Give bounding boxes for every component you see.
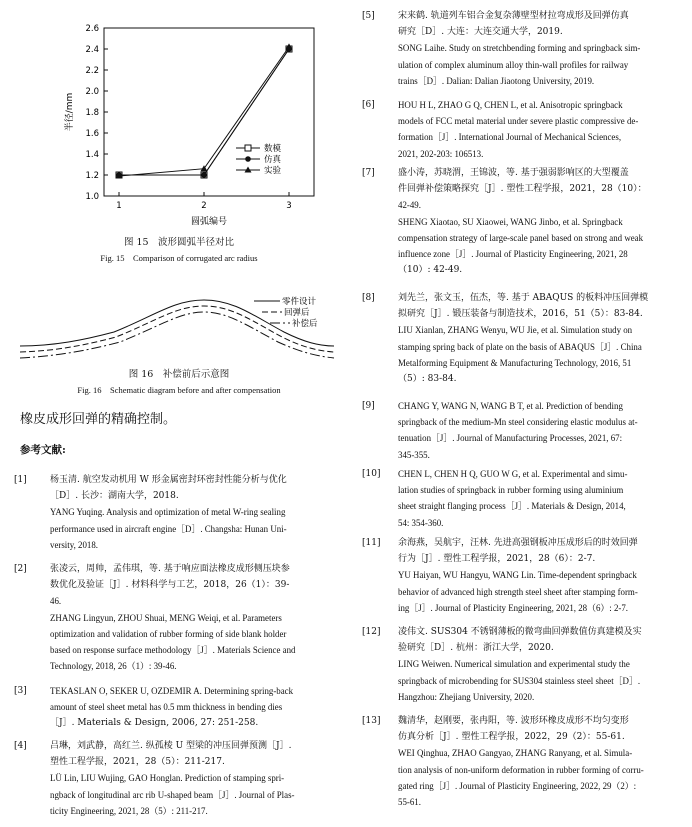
reference-line: ngback of longitudinal arc rib U-shaped beam［J］. Journal of Plas-: [50, 789, 295, 800]
y-tick-label: 1.2: [85, 171, 99, 181]
figure16-caption-cn: 图 16 补偿前后示意图: [128, 369, 230, 380]
reference-line: ZHANG Lingyun, ZHOU Shuai, MENG Weiqi, et al. Parameters: [50, 612, 282, 623]
reference-line: amount of steel sheet metal has 0.5 mm thickness in bending dies: [50, 702, 283, 713]
references-heading: 参考文献:: [20, 444, 66, 456]
reference-number: [1]: [14, 475, 27, 485]
reference-number: [12]: [362, 627, 381, 637]
legend-label: 实验: [264, 166, 282, 176]
compensation-diagram: [14, 292, 344, 362]
reference-line: 杨玉清. 航空发动机用 W 形金属密封环密封性能分析与优化: [50, 475, 287, 485]
figure16-caption-en: Fig. 16 Schematic diagram before and after compensation: [77, 385, 281, 395]
reference-line: 塑性工程学报，2021，28（5）：211-217.: [50, 757, 225, 768]
y-tick-label: 2.4: [85, 45, 99, 55]
reference-number: [6]: [362, 100, 375, 110]
reference-line: 余海燕，吴航宇，汪林. 先进高强钢板冲压成形后的时效回弹: [398, 538, 638, 548]
reference-number: [2]: [14, 564, 27, 574]
y-tick-label: 1.6: [85, 129, 99, 139]
legend-marker: [245, 156, 251, 162]
legend-label: 仿真: [264, 155, 282, 165]
reference-line: tenuation［J］. Journal of Manufacturing Processes, 2021, 67:: [398, 433, 623, 444]
y-tick-label: 1.4: [85, 150, 99, 160]
reference-line: （5）: 83-84.: [398, 374, 457, 385]
reference-line: performance used in aircraft engine［D］. Changsha: Hunan Uni-: [50, 523, 287, 534]
reference-line: springback of microbending for SUS304 stainless steel sheet［D］.: [398, 675, 641, 686]
reference-line: models of FCC metal material under severe plastic compressive de-: [398, 116, 639, 127]
reference-line: optimization and validation of rubber forming of side blank holder: [50, 628, 287, 639]
y-axis-label: 半径/mm: [65, 92, 75, 132]
legend-label: 数模: [264, 144, 282, 154]
radius-comparison-chart: [14, 0, 344, 232]
reference-line: Technology, 2018, 26（1）: 39-46.: [50, 661, 177, 672]
reference-line: ing［J］. Journal of Plasticity Engineering, 2021, 28（6）: 2-7.: [398, 602, 628, 613]
reference-line: springback of the medium-Mn steel considering elastic modulus at-: [398, 417, 638, 428]
reference-line: 件回弹补偿策略探究［J］. 塑性工程学报，2021，28（10）：: [398, 184, 647, 195]
right-column: [362, 0, 680, 827]
reference-line: 吕琳，刘武静，高红兰. 纵孤棱 U 型梁的冲压回弹预测［J］.: [50, 741, 292, 751]
reference-line: WEI Qinghua, ZHAO Gangyao, ZHANG Ranyang, et al. Simula-: [398, 748, 633, 759]
reference-line: CHANG Y, WANG N, WANG B T, et al. Prediction of bending: [398, 401, 623, 411]
reference-line: ticity Engineering, 2021, 28（5）: 211-217.: [50, 805, 208, 816]
reference-line: ［D］. 长沙：湖南大学，2018.: [50, 491, 179, 502]
legend-part-design: 零件设计: [282, 297, 317, 307]
reference-line: 42-49.: [398, 200, 421, 211]
reference-line: 55-61.: [398, 797, 421, 808]
reference-line: ［J］. Materials & Design, 2006, 27: 251-258.: [50, 718, 259, 729]
data-point: [201, 165, 208, 171]
reference-line: stamping spring back of plate on the basis of ABAQUS［J］. China: [398, 341, 642, 352]
reference-line: 2021, 202-203: 106513.: [398, 148, 484, 159]
reference-line: 46.: [50, 596, 62, 607]
reference-line: 拟研究［J］. 锻压装备与制造技术，2016，51（5）：83-84.: [398, 309, 643, 320]
x-axis-label: 圆弧编号: [190, 217, 228, 227]
reference-line: LIU Xianlan, ZHANG Wenyu, WU Jie, et al. Simulation study on: [398, 325, 633, 336]
reference-line: lation studies of springback in rubber forming using aluminium: [398, 485, 624, 496]
reference-number: [4]: [14, 741, 27, 751]
reference-number: [13]: [362, 716, 381, 726]
reference-line: compensation strategy of large-scale panel based on strong and weak: [398, 232, 644, 243]
reference-line: behavior of advanced high strength steel sheet after stamping form-: [398, 586, 638, 597]
reference-line: 凌伟文. SUS304 不锈钢薄板的微弯曲回弹数值仿真建模及实: [398, 627, 642, 637]
legend-springback: 回弹后: [284, 308, 310, 318]
reference-line: Metalforming Equipment & Manufacturing Technology, 2016, 51: [398, 357, 632, 368]
reference-line: 魏清华，赵刚要，张冉阳，等. 波形环橡皮成形不均匀变形: [398, 716, 629, 726]
reference-line: based on response surface methodology［J］. Materials Science and: [50, 645, 296, 656]
reference-line: 行为［J］. 塑性工程学报，2021，28（6）：2-7.: [398, 554, 596, 565]
reference-line: YU Haiyan, WU Hangyu, WANG Lin. Time-dependent springback: [398, 570, 637, 581]
plot-frame: [104, 28, 314, 196]
compensated-curve: [20, 312, 334, 358]
reference-number: [7]: [362, 168, 375, 178]
reference-number: [5]: [362, 11, 375, 21]
data-point: [201, 172, 207, 178]
reference-line: ulation of complex aluminum alloy thin-wall profiles for railway: [398, 59, 629, 70]
y-tick-label: 1.0: [85, 192, 99, 202]
reference-line: 张凌云，周帅，孟伟琪，等. 基于响应面法橡皮成形侧压块参: [50, 564, 290, 574]
reference-line: SONG Laihe. Study on stretchbending forming and springback sim-: [398, 43, 641, 54]
reference-line: HOU H L, ZHAO G Q, CHEN L, et al. Anisotropic springback: [398, 100, 623, 110]
reference-line: influence zone［J］. Journal of Plasticity Engineering, 2021, 28: [398, 249, 628, 260]
reference-number: [11]: [362, 538, 381, 548]
reference-line: LÜ Lin, LIU Wujing, GAO Honglan. Prediction of stamping spri-: [50, 773, 285, 784]
legend-compensated: 补偿后: [292, 319, 318, 329]
reference-line: versity, 2018.: [50, 539, 98, 550]
reference-line: 345-355.: [398, 449, 430, 460]
left-column: [14, 0, 344, 827]
reference-line: LING Weiwen. Numerical simulation and experimental study the: [398, 659, 630, 670]
y-tick-label: 2.2: [85, 66, 99, 76]
reference-line: 研究［D］. 大连：大连交通大学，2019.: [398, 27, 563, 38]
reference-number: [10]: [362, 469, 381, 479]
reference-line: trains［D］. Dalian: Dalian Jiaotong University, 2019.: [398, 75, 595, 86]
reference-line: 数优化及验证［J］. 材料科学与工艺，2018，26（1）：39-: [50, 580, 290, 591]
reference-line: （10）: 42-49.: [398, 265, 463, 276]
x-tick-label: 2: [201, 201, 207, 211]
reference-line: 验研究［D］. 杭州：浙江大学，2020.: [398, 643, 554, 654]
figure15-caption-en: Fig. 15 Comparison of corrugated arc radius: [100, 253, 258, 263]
y-tick-label: 2.0: [85, 87, 99, 97]
reference-line: Hangzhou: Zhejiang University, 2020.: [398, 691, 535, 702]
reference-line: tion analysis of non-uniform deformation in rubber forming of corru-: [398, 764, 644, 775]
reference-number: [8]: [362, 293, 375, 303]
figure15-caption-cn: 图 15 波形圆弧半径对比: [123, 237, 235, 248]
legend-marker: [245, 145, 251, 151]
reference-line: formation［J］. International Journal of Mechanical Sciences,: [398, 132, 622, 143]
x-tick-label: 3: [286, 201, 292, 211]
reference-number: [3]: [14, 686, 27, 696]
x-tick-label: 1: [116, 201, 122, 211]
y-tick-label: 2.6: [85, 24, 99, 34]
reference-line: 宋来鹤. 轨道列车铝合金复杂薄壁型材拉弯成形及回弹仿真: [398, 11, 629, 21]
reference-line: 54: 354-360.: [398, 517, 444, 528]
reference-line: SHENG Xiaotao, SU Xiaowei, WANG Jinbo, et al. Springback: [398, 216, 623, 227]
reference-line: TEKASLAN O, SEKER U, OZDEMIR A. Determining spring-back: [50, 686, 294, 696]
paragraph-tail: 橡皮成形回弹的精确控制。: [20, 412, 177, 427]
reference-number: [9]: [362, 401, 375, 411]
reference-line: 仿真分析［J］. 塑性工程学报，2022，29（2）：55-61.: [398, 732, 625, 743]
reference-line: sheet straight flanging process［J］. Materials & Design, 2014,: [398, 501, 626, 512]
reference-line: gated ring［J］. Journal of Plasticity Engineering, 2022, 29（2）:: [398, 780, 637, 791]
y-tick-label: 1.8: [85, 108, 99, 118]
reference-line: 盛小涛，苏晓渭，王锦波，等. 基于强弱影响区的大型覆盖: [398, 168, 629, 178]
reference-line: CHEN L, CHEN H Q, GUO W G, et al. Experimental and simu-: [398, 469, 628, 479]
reference-line: 刘先兰，张文玉，伍杰，等. 基于 ABAQUS 的板料冲压回弹模: [398, 293, 649, 303]
reference-line: YANG Yuqing. Analysis and optimization of metal W-ring sealing: [50, 507, 286, 518]
